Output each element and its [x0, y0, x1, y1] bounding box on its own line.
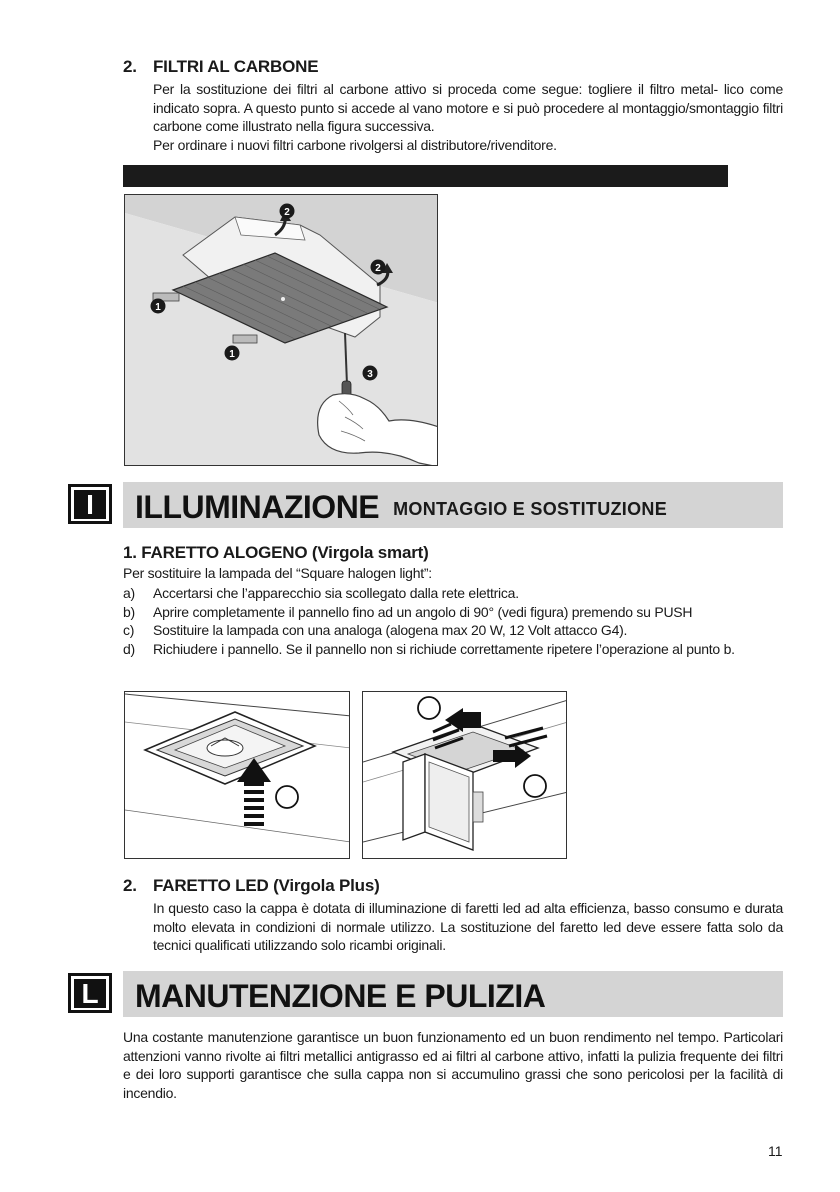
section-number: 2.: [123, 57, 137, 76]
illuminazione-title: ILLUMINAZIONE: [135, 489, 380, 525]
step-text: Richiudere i pannello. Se il pannello non si richiude correttamente ripetere l’operazione al punto b.: [153, 640, 735, 657]
section-letter-box-l: [68, 973, 112, 1013]
steps-list: [123, 584, 783, 658]
marker-2-icon: [418, 697, 440, 719]
illuminazione-subtitle: MONTAGGIO E SOSTITUZIONE: [393, 499, 668, 519]
panel-opening-illustration: [363, 692, 567, 859]
marker-label: 2: [375, 263, 381, 274]
marker-label: 3: [367, 369, 373, 380]
section-letter: L: [74, 979, 106, 1008]
section-paragraph: Per la sostituzione dei filtri al carbone attivo si proceda come segue: togliere il filtro metal- lico come indicato sopra. A questo punto si accede al vano motore e si può procedere al montaggio/smontaggio filtri carbone come illustrato nella figura successiva.: [153, 81, 783, 134]
step-label: a): [123, 585, 135, 601]
marker-label: 2: [284, 207, 290, 218]
faretto-led-heading: FARETTO LED (Virgola Plus): [153, 876, 380, 895]
faretto-led-text: In questo caso la cappa è dotata di illuminazione di faretti led ad alta efficienza, basso consumo e durata molto elevata in condizioni di normale utilizzo. La sostituzione del faretto led deve essere fatta solo da tecnici qualificati utilizzando solo ricambi originali.: [153, 900, 783, 953]
faretto-alogeno-intro: Per sostituire la lampada del “Square halogen light”:: [123, 565, 432, 581]
carbon-filter-figure: [124, 194, 438, 466]
marker-label: 1: [229, 349, 235, 360]
section-letter-box-i: [68, 484, 112, 524]
step-text: Accertarsi che l’apparecchio sia scollegato dalla rete elettrica.: [153, 585, 519, 601]
divider-bar: [123, 165, 728, 187]
section-number: 2.: [123, 876, 137, 895]
marker-label: 1: [155, 302, 161, 313]
step-label: c): [123, 622, 135, 638]
manutenzione-header: [123, 971, 783, 1017]
section-paragraph-order: Per ordinare i nuovi filtri carbone rivolgersi al distributore/rivenditore.: [153, 136, 557, 153]
list-item: [123, 621, 783, 640]
section-title: FILTRI AL CARBONE: [153, 57, 319, 76]
step-label: b): [123, 603, 135, 620]
carbon-filter-illustration: [125, 195, 438, 466]
manutenzione-title: MANUTENZIONE E PULIZIA: [135, 978, 546, 1014]
list-item: [123, 640, 783, 659]
faretto-alogeno-heading: 1. FARETTO ALOGENO (Virgola smart): [123, 543, 429, 562]
section-body: [153, 80, 783, 154]
halogen-light-illustration: [125, 692, 350, 859]
section-letter: I: [74, 490, 106, 519]
marker-3-icon: [524, 775, 546, 797]
illuminazione-header: [123, 482, 783, 528]
panel-opening-figure: [362, 691, 567, 859]
step-text: Sostituire la lampada con una analoga (alogena max 20 W, 12 Volt attacco G4).: [153, 622, 628, 638]
list-item: [123, 603, 783, 622]
halogen-light-figure: [124, 691, 350, 859]
list-item: [123, 584, 783, 603]
manutenzione-text: Una costante manutenzione garantisce un buon funzionamento ed un buon rendimento nel tempo. Particolari attenzioni vanno rivolte ai filtri metallici antigrasso ed ai filtri al carbone attivo, infatti la pulizia frequente dei filtri e dei loro supporti garantisce che sulla cappa non si accumulino grassi che sono pericolosi per la facilità di incendio.: [123, 1029, 783, 1101]
marker-1-icon: [276, 786, 298, 808]
step-label: d): [123, 640, 135, 657]
page-number: 11: [768, 1143, 783, 1159]
step-text: Aprire completamente il pannello fino ad un angolo di 90° (vedi figura) premendo su PUSH: [153, 603, 693, 620]
